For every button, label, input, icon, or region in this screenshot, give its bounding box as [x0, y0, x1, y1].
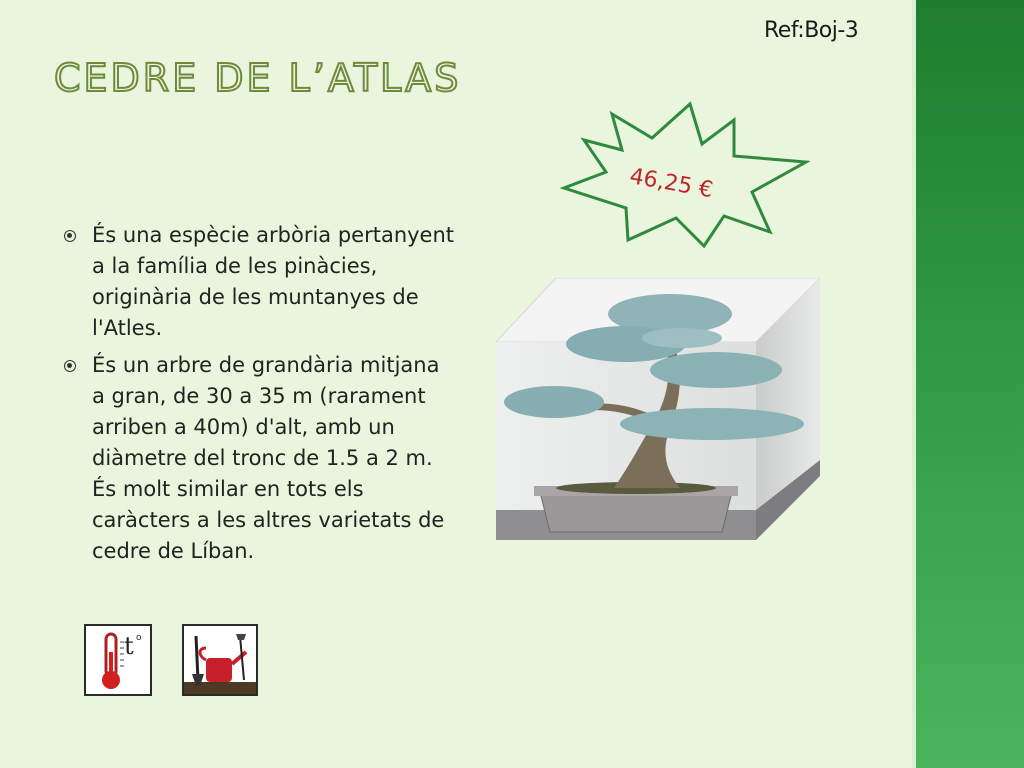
reference-code: Ref:Boj-3: [764, 18, 859, 43]
bullet-icon: [64, 360, 76, 372]
description-list: [62, 220, 457, 573]
price-label: 46,25 €: [627, 164, 715, 204]
bullet-icon: [64, 230, 76, 242]
description-item: [62, 220, 457, 344]
temperature-degree: o: [136, 633, 142, 643]
temperature-card: [84, 624, 152, 696]
tools-card: [182, 624, 258, 696]
band-stripe: [912, 0, 916, 768]
bonsai-photo: [494, 278, 820, 542]
decorative-green-band: [912, 0, 1024, 768]
description-text: És una espècie arbòria pertanyent a la família de les pinàcies, originària de les muntanyes de l'Atles.: [92, 223, 455, 340]
description-text: És un arbre de grandària mitjana a gran, de 30 a 35 m (rarament arriben a 40m) d'alt, amb un diàmetre del tronc de 1.5 a 2 m. És molt similar en tots els caràcters a les altres varietats de cedre de Líban.: [92, 353, 445, 563]
page-title: CEDRE DE L’ATLAS: [54, 56, 462, 100]
garden-tools-icon: [184, 626, 256, 694]
thermometer-icon: [86, 626, 150, 694]
temperature-symbol: t: [124, 632, 134, 660]
description-item: [62, 350, 457, 567]
